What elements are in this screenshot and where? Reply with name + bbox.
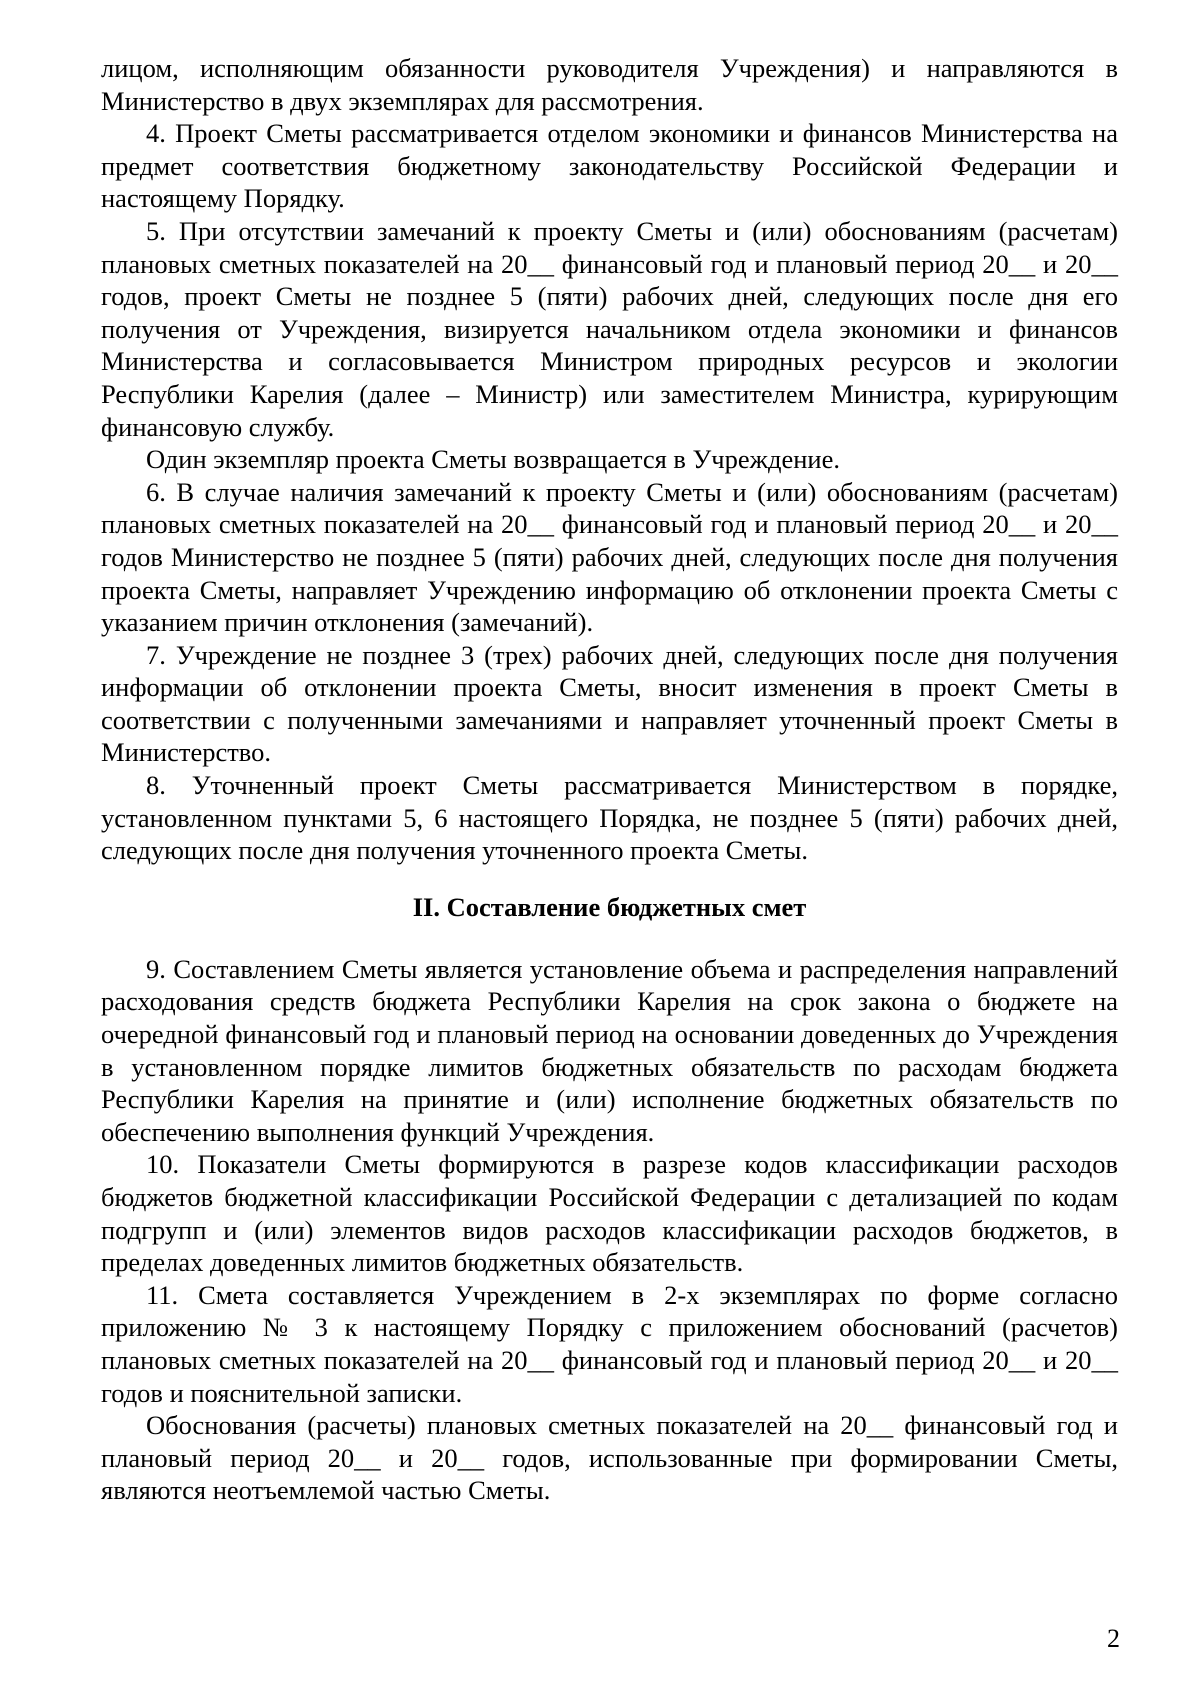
paragraph-item-4: 4. Проект Сметы рассматривается отделом экономики и финансов Министерства на предмет соответствия бюджетному законодательству Российской Федерации и настоящему Порядку. (101, 118, 1118, 214)
paragraph-item-7: 7. Учреждение не позднее 3 (трех) рабочих дней, следующих после дня получения информации об отклонении проекта Сметы, вносит изменения в проект Сметы в соответствии с полученными замечаниями и направляет уточненный проект Сметы в Министерство. (101, 639, 1118, 768)
paragraph-item-8: 8. Уточненный проект Сметы рассматривается Министерством в порядке, установленном пунктами 5, 6 настоящего Порядка, не позднее 5 (пяти) рабочих дней, следующих после дня получения уточненного проекта Сметы. (101, 770, 1118, 866)
paragraph-continuation: лицом, исполняющим обязанности руководителя Учреждения) и направляются в Министерство в двух экземплярах для рассмотрения. (101, 53, 1118, 116)
paragraph-item-9: 9. Составлением Сметы является установление объема и распределения направлений расходования средств бюджета Республики Карелия на срок закона о бюджете на очередной финансовый год и плановый период на основании доведенных до Учреждения в установленном порядке лимитов бюджетных обязательств по расходам бюджета Республики Карелия на принятие и (или) исполнение бюджетных обязательств по обеспечению выполнения функций Учреждения. (101, 953, 1118, 1147)
section-heading: II. Составление бюджетных смет (412, 891, 807, 922)
document-page (101, 52, 1118, 1507)
paragraph-item-6: 6. В случае наличия замечаний к проекту Сметы и (или) обоснованиям (расчетам) плановых сметных показателей на 20__ финансовый год и плановый период 20__ и 20__ годов Министерство не позднее 5 (пяти) рабочих дней, следующих после дня получения проекта Сметы, направляет Учреждению информацию об отклонении проекта Сметы с указанием причин отклонения (замечаний). (101, 476, 1118, 638)
page-number: 2 (1107, 1624, 1120, 1653)
paragraph-item-5-note: Один экземпляр проекта Сметы возвращается в Учреждение. (146, 444, 840, 475)
paragraph-item-10: 10. Показатели Сметы формируются в разрезе кодов классификации расходов бюджетов бюджетной классификации Российской Федерации с детализацией по кодам подгрупп и (или) элементов видов расходов классификации расходов бюджетов, в пределах доведенных лимитов бюджетных обязательств. (101, 1149, 1118, 1278)
paragraph-item-11: 11. Смета составляется Учреждением в 2-х экземплярах по форме согласно приложению № 3 к настоящему Порядку с приложением обоснований (расчетов) плановых сметных показателей на 20__ финансовый год и плановый период 20__ и 20__ годов и пояснительной записки. (101, 1279, 1118, 1408)
paragraph-item-5: 5. При отсутствии замечаний к проекту Сметы и (или) обоснованиям (расчетам) плановых сметных показателей на 20__ финансовый год и плановый период 20__ и 20__ годов, проект Сметы не позднее 5 (пяти) рабочих дней, следующих после дня его получения от Учреждения, визируется начальником отдела экономики и финансов Министерства и согласовывается Министром природных ресурсов и экологии Республики Карелия (далее – Министр) или заместителем Министра, курирующим финансовую службу. (101, 215, 1118, 442)
paragraph-item-11-note: Обоснования (расчеты) плановых сметных показателей на 20__ финансовый год и плановый период 20__ и 20__ годов, использованные при формировании Сметы, являются неотъемлемой частью Сметы. (101, 1410, 1118, 1506)
